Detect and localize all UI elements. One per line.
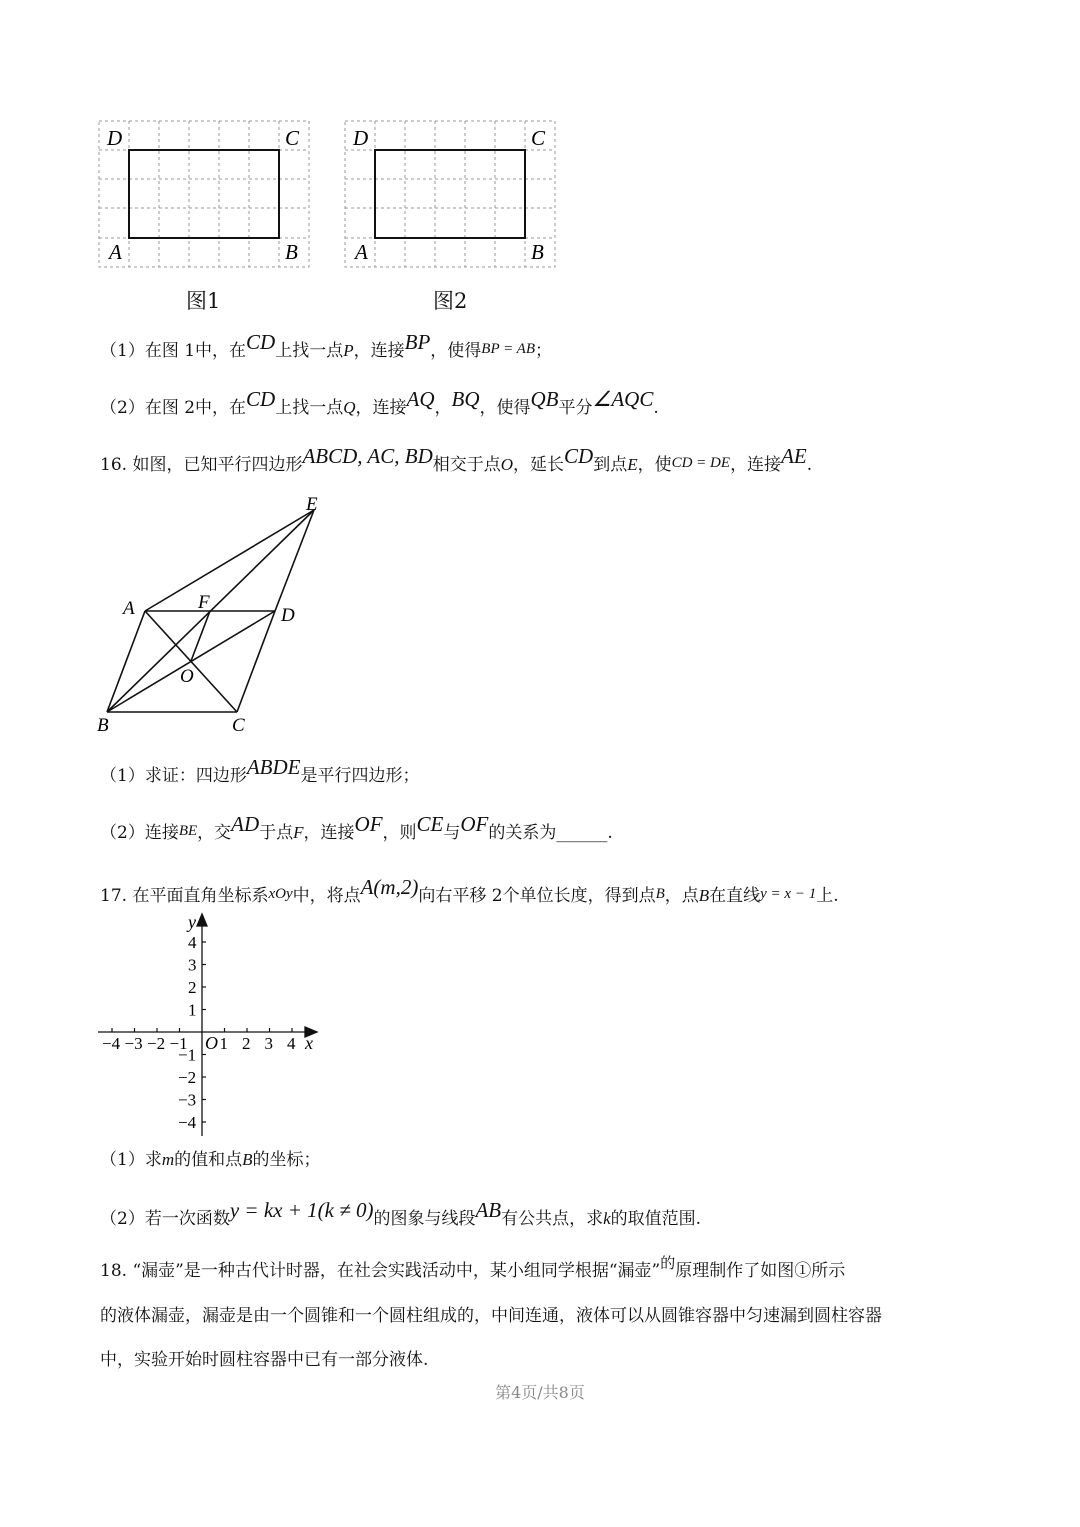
- fig1-label-D: D: [107, 126, 123, 150]
- y-tick-label: 2: [188, 978, 197, 997]
- q16-part2: （2）连接BE，交AD于点F，连接OF，则CE与OF的关系为______.: [100, 812, 613, 843]
- x-tick-label: 4: [287, 1034, 296, 1053]
- q18-line2: 的液体漏壶，漏壶是由一个圆锥和一个圆柱组成的，中间连通，液体可以从圆锥容器中匀速漏到圆柱容器: [100, 1306, 882, 1326]
- q17-coordinate-axes: [95, 912, 325, 1142]
- fig1-label-C: C: [285, 126, 300, 150]
- q15-part1: （1）在图 1中，在CD上找一点P，连接BP，使得BP = AB；: [100, 330, 553, 361]
- axis-origin-label: O: [205, 1033, 218, 1053]
- q18-line1: 18. “漏壶”是一种古代计时器，在社会实践活动中，某小组同学根据“漏壶”的原理制作了如图①所示: [100, 1254, 846, 1281]
- x-tick-label: 1: [219, 1034, 228, 1053]
- y-tick-label: −4: [178, 1113, 197, 1132]
- y-tick-label: 4: [188, 933, 197, 952]
- q16-label-F: F: [198, 592, 210, 613]
- q18-line3: 中，实验开始时圆柱容器中已有一部分液体.: [100, 1350, 429, 1370]
- x-tick-label: −1: [169, 1034, 188, 1053]
- fig2-label-C: C: [531, 126, 546, 150]
- y-tick-label: −2: [178, 1068, 197, 1087]
- y-tick-label: 3: [188, 955, 197, 975]
- q16-label-E: E: [306, 494, 318, 515]
- q16-label-O: O: [180, 666, 194, 687]
- axis-label-x: x: [305, 1033, 313, 1053]
- q16-label-C: C: [232, 715, 245, 736]
- figure-2-caption: 图2: [433, 289, 468, 313]
- fig2-label-B: B: [531, 240, 544, 264]
- figure-2-grid: [341, 118, 561, 270]
- q16-stem: 16. 如图，已知平行四边形ABCD, AC, BD相交于点O，延长CD到点E，使CD = DE，连接AE.: [100, 444, 813, 475]
- fig2-label-A: A: [355, 240, 368, 264]
- q17-part2: （2）若一次函数y = kx + 1(k ≠ 0)的图象与线段AB有公共点，求k的取值范围.: [100, 1198, 702, 1229]
- x-tick-label: −2: [147, 1034, 166, 1053]
- q16-parallelogram-figure: [95, 490, 335, 740]
- y-tick-label: 1: [188, 1000, 197, 1020]
- q16-label-A: A: [123, 598, 135, 619]
- q15-part2: （2）在图 2中，在CD上找一点Q，连接AQ，BQ，使得QB平分∠AQC.: [100, 387, 659, 418]
- fig1-label-B: B: [285, 240, 298, 264]
- q17-stem: 17. 在平面直角坐标系xOy中，将点A(m,2)向右平移 2个单位长度，得到点B，点B在直线y = x − 1上.: [100, 875, 839, 906]
- q16-label-D: D: [281, 605, 295, 626]
- x-tick-label: −3: [124, 1034, 143, 1053]
- x-tick-label: 2: [242, 1034, 251, 1053]
- y-tick-label: −1: [178, 1045, 197, 1065]
- figure-1-caption: 图1: [186, 289, 221, 313]
- page-footer: 第4页/共8页: [495, 1383, 585, 1402]
- axis-label-y: y: [188, 912, 196, 932]
- q17-part1: （1）求m的值和点B的坐标；: [100, 1150, 321, 1170]
- x-tick-label: −4: [102, 1034, 121, 1053]
- figure-1-grid: [95, 118, 315, 270]
- fig2-label-D: D: [353, 126, 369, 150]
- q16-label-B: B: [97, 715, 109, 736]
- q16-part1: （1）求证：四边形ABDE是平行四边形；: [100, 755, 420, 786]
- y-tick-label: −3: [178, 1090, 197, 1110]
- x-tick-label: 3: [264, 1034, 273, 1053]
- fig1-label-A: A: [109, 240, 122, 264]
